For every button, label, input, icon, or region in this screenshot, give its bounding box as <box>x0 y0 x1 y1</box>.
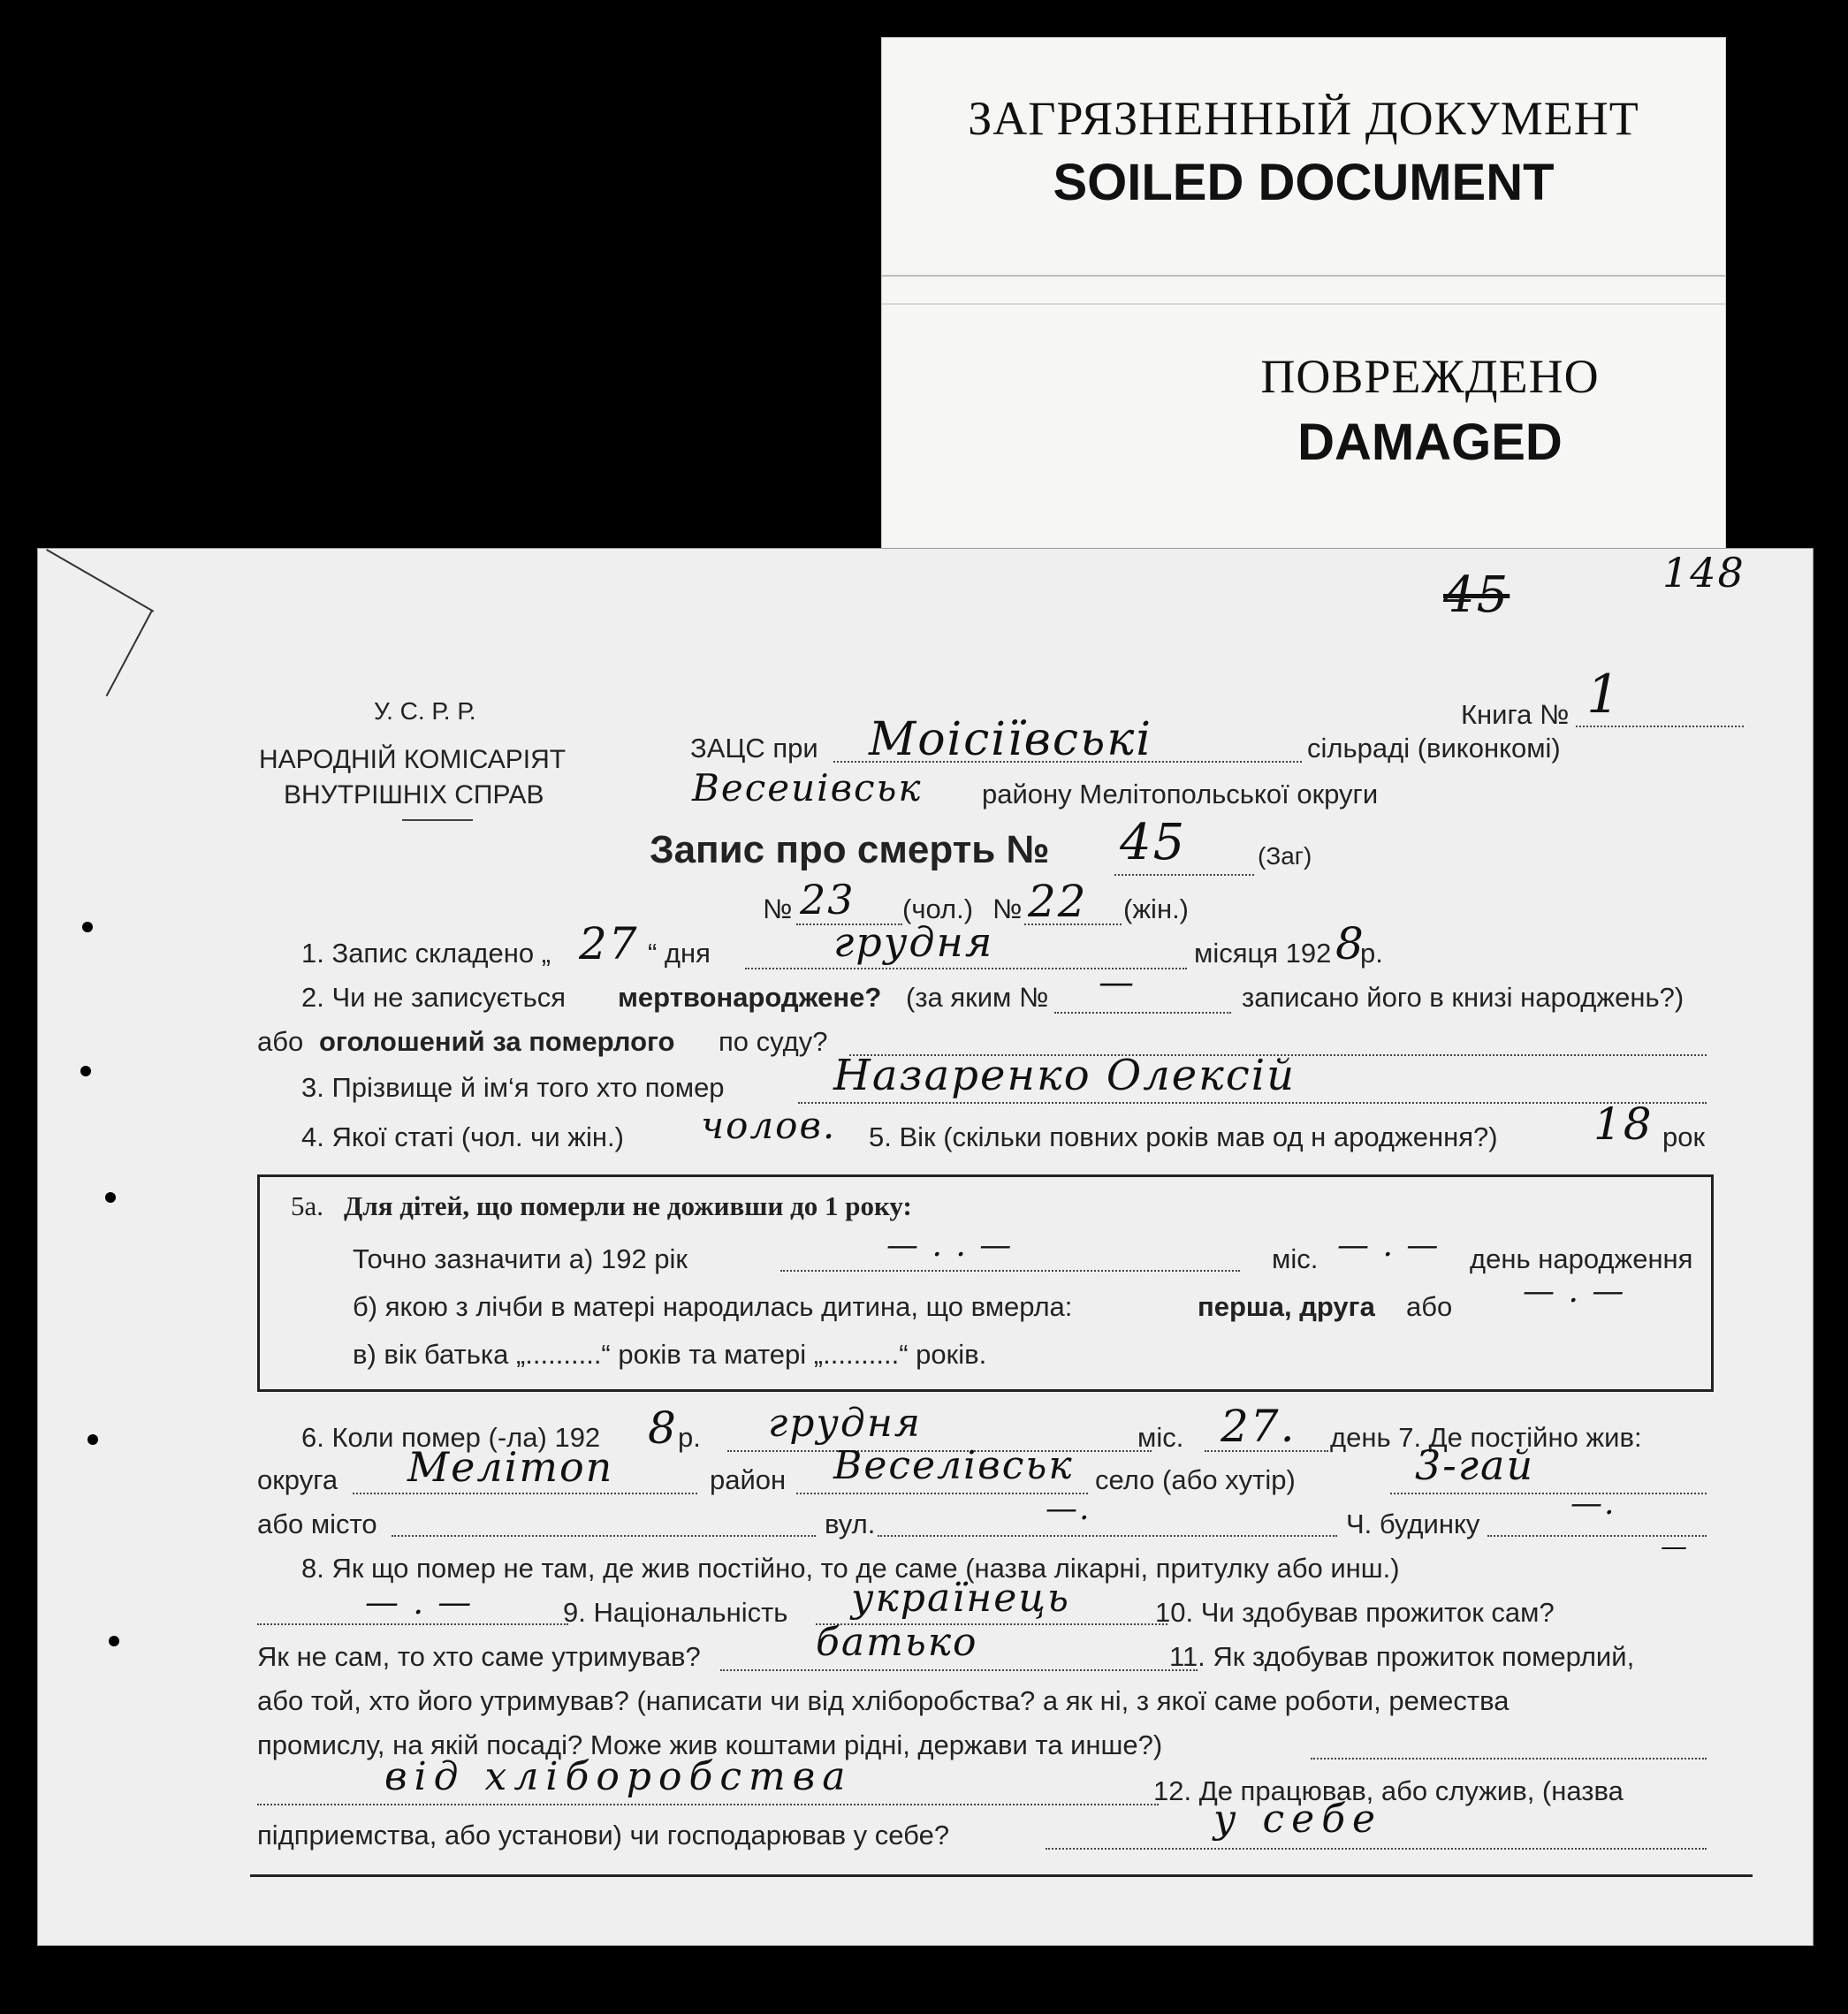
q2-text-g: по суду? <box>719 1026 828 1057</box>
q5a-line1-b: міс. <box>1272 1243 1319 1274</box>
q6-text-c: міс. <box>1137 1422 1184 1453</box>
q2-text-d: записано його в книзі народжень?) <box>1242 982 1684 1013</box>
raion-text: району Мелітопольської округи <box>982 779 1379 809</box>
q12-workplace: у себе <box>1213 1797 1383 1842</box>
punch-hole <box>87 1434 98 1445</box>
book-dots <box>1576 726 1744 727</box>
q7-house-label: Ч. будинку <box>1346 1509 1480 1539</box>
female-label: (жін.) <box>1123 893 1190 924</box>
male-no-value: 23 <box>800 876 856 923</box>
q1-text-d: р. <box>1360 938 1383 969</box>
q7-vul-dots <box>878 1535 1337 1537</box>
q5a-line1-v1: — . . — <box>886 1227 1014 1264</box>
q8-dots <box>257 1623 568 1625</box>
q7-okruga-dots <box>353 1493 697 1494</box>
corner-fold-2 <box>106 610 153 696</box>
book-label: Книга № <box>1461 699 1570 730</box>
label-soiled-ru: ЗАГРЯЗНЕННЫЙ ДОКУМЕНТ <box>968 92 1639 145</box>
q10-label: 10. Чи здобував прожиток сам? <box>1155 1597 1555 1628</box>
q1-text-b: “ дня <box>648 938 711 969</box>
q8-value: — . — <box>365 1583 474 1622</box>
record-number-dots <box>1114 874 1254 876</box>
q5a-line2-c: або <box>1406 1291 1453 1322</box>
q12-dots <box>1046 1848 1707 1850</box>
book-number: 1 <box>1586 664 1623 726</box>
label-soiled-en: SOILED DOCUMENT <box>1053 154 1555 211</box>
q10-who-label: Як не сам, то хто саме утримував? <box>257 1641 701 1672</box>
q6-month: грудня <box>768 1401 922 1446</box>
org-ussr: У. С. Р. Р. <box>374 697 476 725</box>
org-underline <box>402 819 473 821</box>
q7-okruga-value: Мелітоп <box>407 1443 614 1491</box>
q2-stillborn: мертвонароджене? <box>618 982 882 1013</box>
q7-selo-label: село (або хутір) <box>1095 1464 1296 1495</box>
q5a-year-dots <box>780 1270 1240 1272</box>
punch-hole <box>109 1636 119 1646</box>
q5a-line2-a: б) якою з лічби в матері народилась дитина, що вмерла: <box>353 1291 1073 1322</box>
q6-text-a: 6. Коли помер (-ла) 192 <box>301 1422 601 1453</box>
punch-hole <box>82 922 93 932</box>
q7-misto-dots <box>392 1535 816 1537</box>
zags-dots <box>833 761 1302 763</box>
q12-text-i: підприемства, або установи) чи господарював у себе? <box>257 1820 950 1851</box>
q1-text-c: місяця 192 <box>1194 938 1332 969</box>
q5a-line1-a: Точно зазначити а) 192 рік <box>353 1243 688 1274</box>
q4-text: 4. Якої статі (чол. чи жін.) <box>301 1121 624 1152</box>
q5-unit: рок <box>1662 1121 1706 1152</box>
q7-misto-label: або місто <box>257 1509 377 1539</box>
q5a-line1-c: день народження <box>1470 1243 1693 1274</box>
female-no-label: № <box>992 893 1023 924</box>
q5a-title: Для дітей, що померли не доживши до 1 року: <box>344 1190 912 1221</box>
q2-text-c: (за яким № <box>906 982 1049 1013</box>
q3-deceased-name: Назаренко Олексій <box>833 1051 1296 1100</box>
punch-hole <box>80 1066 91 1076</box>
selrada-text: сільраді (виконкомі) <box>1307 733 1561 764</box>
q7-raion-value: Веселівськ <box>833 1443 1074 1488</box>
soiled-damaged-label <box>881 37 1726 560</box>
q1-day: 27 <box>579 918 639 969</box>
q11-dots <box>1311 1758 1707 1759</box>
zags-council-name: Моісіївські <box>869 713 1152 766</box>
q3-dots <box>798 1102 1707 1104</box>
q5a-line1-v2: — . — <box>1337 1227 1441 1264</box>
record-zag: (Заг) <box>1258 842 1312 870</box>
label-fold-line-2 <box>882 303 1725 305</box>
q2-dots <box>1054 1012 1231 1014</box>
death-record-sheet <box>37 548 1814 1946</box>
q5a-line2-v: — . — <box>1523 1273 1626 1310</box>
q2-value: — <box>1099 962 1136 1003</box>
q2-text-e: або <box>257 1026 304 1057</box>
q6-day: 27. <box>1221 1401 1297 1452</box>
q7-house-value: —. <box>1570 1486 1616 1522</box>
label-damaged-en: DAMAGED <box>1297 414 1563 471</box>
corner-fold <box>46 549 154 612</box>
raion-name: Весеиівськ <box>692 766 923 809</box>
q6-year: 8 <box>648 1402 678 1454</box>
q9-nationality: українець <box>851 1576 1070 1621</box>
corner-number-148: 148 <box>1662 549 1745 597</box>
q11-occ-dots <box>257 1804 1159 1805</box>
q11-text-f: або той, хто його утримував? (написати чи від хліборобства? а як ні, з якої саме роботи, ремества <box>257 1685 1510 1716</box>
corner-number-45: 45 <box>1443 566 1510 624</box>
q6-text-b: р. <box>678 1422 701 1453</box>
q7-selo-dots <box>1390 1493 1707 1494</box>
q7-selo-value: 3-гай <box>1415 1441 1535 1489</box>
female-no-value: 22 <box>1028 876 1088 927</box>
q7-vul-label: вул. <box>825 1509 876 1539</box>
punch-hole <box>105 1192 116 1203</box>
q5a-line2-b: перша, друга <box>1198 1291 1375 1322</box>
q2-text-a: 2. Чи не записується <box>301 982 567 1013</box>
q4-sex: чолов. <box>701 1104 837 1147</box>
q1-text-a: 1. Запис складено „ <box>301 938 551 969</box>
q7-okruga-label: округа <box>257 1464 338 1495</box>
record-title: Запис про смерть № <box>650 828 1050 871</box>
q11-text-g: промислу, на якій посаді? Може жив коштами рідні, держави та инше?) <box>257 1729 1163 1760</box>
female-no-dots <box>1024 923 1122 925</box>
org-commissariat: НАРОДНІЙ КОМІСАРІЯТ <box>259 745 567 774</box>
q11-label: 11. Як здобував прожиток померлий, <box>1169 1641 1635 1672</box>
q12-label: 12. Де працював, або служив, (назва <box>1153 1775 1624 1806</box>
q2-declared-dead: оголошений за померлого <box>319 1026 675 1057</box>
record-number: 45 <box>1120 814 1187 871</box>
q5a-num: 5а. <box>291 1190 324 1221</box>
q7-side-dash: — <box>1661 1531 1689 1562</box>
q11-occupation: від хліборобства <box>384 1754 853 1799</box>
q10-who-value: батько <box>816 1620 978 1665</box>
q5-age: 18 <box>1593 1098 1654 1150</box>
q1-year: 8 <box>1335 918 1365 969</box>
q7-vul-value: —. <box>1046 1491 1091 1527</box>
q5-text: 5. Вік (скільки повних років мав од н ародження?) <box>869 1121 1498 1152</box>
label-damaged-ru: ПОВРЕЖДЕНО <box>1260 350 1600 403</box>
bottom-rule <box>250 1874 1753 1877</box>
q6-text-d: день 7. Де постійно жив: <box>1330 1422 1642 1453</box>
q7-raion-label: район <box>710 1464 787 1495</box>
male-label: (чол.) <box>902 893 974 924</box>
q5a-line3: в) вік батька „..........“ років та матері „..........“ років. <box>353 1339 987 1370</box>
q9-label: 9. Національність <box>563 1597 788 1628</box>
org-internal-affairs: ВНУТРІШНІХ СПРАВ <box>284 780 544 809</box>
male-no-label: № <box>763 893 793 924</box>
q10-who-dots <box>720 1669 1198 1671</box>
q7-raion-dots <box>796 1493 1088 1494</box>
q1-month: грудня <box>833 918 994 966</box>
zags-label: ЗАЦС при <box>690 733 818 764</box>
q6-day-dots <box>1205 1450 1328 1452</box>
label-fold-line <box>882 275 1725 277</box>
q3-text: 3. Прізвище й ім‘я того хто помер <box>301 1072 725 1103</box>
q8-text: 8. Як що помер не там, де жив постійно, то де саме (назва лікарні, притулку або инш.) <box>301 1553 1400 1584</box>
